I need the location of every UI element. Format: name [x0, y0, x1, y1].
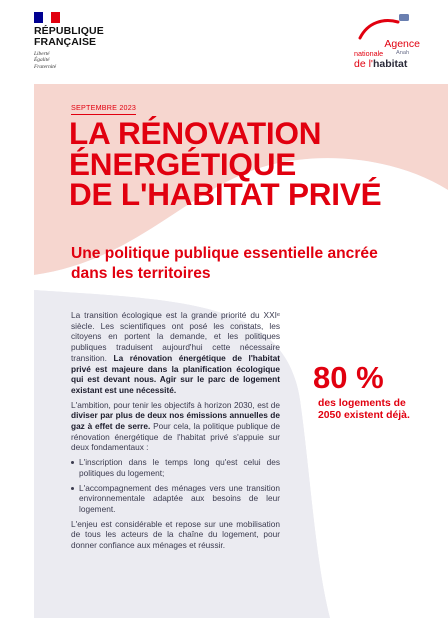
list-item: L'inscription dans le temps long qu'est celui des politiques du logement; [71, 457, 280, 478]
anah-de: de l' [354, 58, 373, 70]
title-line-3: DE L'HABITAT PRIVÉ [69, 176, 382, 212]
subtitle: Une politique publique essentielle ancrée dans les territoires [71, 245, 378, 282]
title-line-1: LA RÉNOVATION [69, 115, 322, 151]
body-text [71, 310, 280, 555]
motto-fraternite: Fraternité [34, 63, 57, 70]
publication-date: SEPTEMBRE 2023 [71, 103, 136, 115]
key-figure [313, 362, 413, 423]
paragraph-2-emphasis: diviser par plus de deux nos émissions annuelles de gaz à effet de serre. [71, 410, 280, 432]
paragraph-2-text: L'ambition, pour tenir les objectifs à horizon 2030, est de [71, 399, 280, 410]
title-line-2: ÉNERGÉTIQUE [69, 145, 297, 182]
anah-nationale: nationale [354, 49, 384, 58]
paragraph-1-text: La transition écologique est la grande priorité du XXIᵉ siècle. Les scientifiques ont posé les constats, les citoyens en portent la demande, et les politiques publiques traduisent aujourd'hui cette nécessaire transition. [71, 310, 280, 363]
motto-egalite: Égalité [34, 57, 50, 64]
paragraph-2-text-end: Pour cela, la politique publique de rénovation énergétique de l'habitat privé s'appuie sur deux fondamentaux : [71, 421, 280, 453]
paragraph-2 [71, 400, 280, 454]
motto-liberte: Liberté [34, 51, 50, 57]
key-figure-value: 80 % [313, 360, 384, 395]
anah-habitat: habitat [372, 58, 408, 70]
list-item: L'accompagnement des ménages vers une transition environnementale adaptée aux besoins de leur logement. [71, 483, 280, 515]
fundamentals-list [71, 457, 280, 515]
paragraph-1-emphasis: La rénovation énergétique de l'habitat privé est majeure dans la planification écologique qui est devant nous. Agir sur le parc de logement existant est une nécessité. [71, 352, 281, 395]
anah-acronym: Anah [396, 50, 410, 56]
page-title [69, 115, 409, 212]
anah-agence: Agence [384, 38, 420, 50]
republique-line2: FRANÇAISE [34, 36, 97, 48]
republique-line1: RÉPUBLIQUE [34, 25, 104, 37]
paragraph-1 [71, 310, 280, 396]
key-figure-label: des logements de 2050 existent déjà. [318, 398, 410, 422]
paragraph-3: L'enjeu est considérable et repose sur une mobilisation de tous les acteurs de la chaîne du logement, pour donner confiance aux ménages et réussir. [71, 518, 280, 551]
